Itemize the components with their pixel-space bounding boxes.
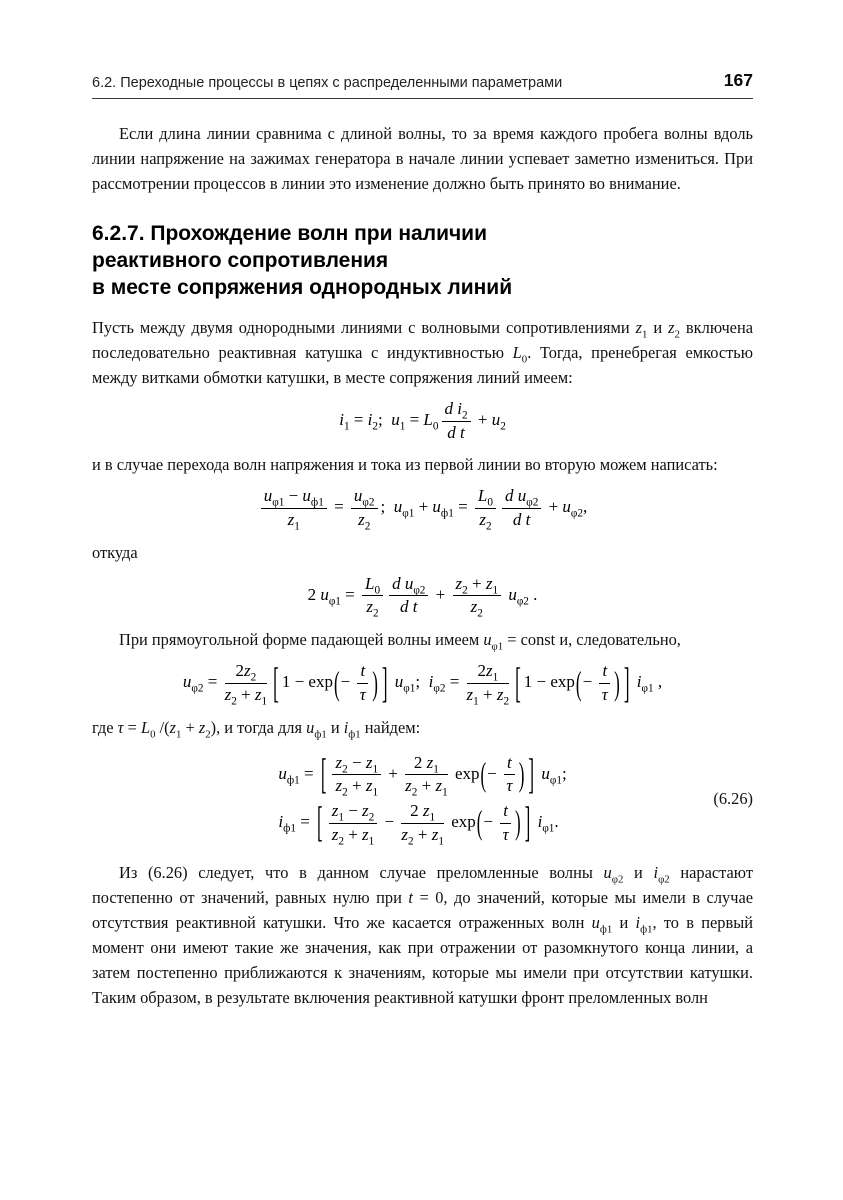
equation-refracted-waves: $u_{\varphi 2}$ = $\frac{2z_2}{z_2 + z_1}$ [ 1 − exp(− $\frac{t}{\tau}$ ) ] $u_{\varphi 1}$; $i_{\varphi 2}$ = $\frac{2z_1}{z_1 + z_2}$ [ 1 − exp(− $\frac{t}{\tau}$ ) ] $i_{\varphi 1}$ , (182, 659, 663, 708)
section-heading-line-2: реактивного сопротивления (92, 249, 389, 272)
rect-wave-paragraph: При прямоугольной форме падающей волны имеем $u_{\varphi 1}$ = const и, следовательно, (119, 630, 681, 653)
running-header-title: 6.2. Переходные процессы в цепях с распределенными параметрами (92, 75, 563, 91)
equation-626-block (92, 748, 753, 851)
equation-number-626: (6.26) (713, 788, 753, 808)
equation-626-line-1: $u_{ф1}$ = [ $\frac{z_2 - z_1}{z_2 + z_1}$ + $\frac{2 z_1}{z_2 + z_1}$ exp(− $\frac{t}{\tau}$ ) ] $u_{\varphi 1}$; (278, 750, 567, 799)
equation-combined: 2 $u_{\varphi 1}$ = $\frac{L_0}{z_2}$ $\frac{d u_{\varphi 2}}{\text{d t}}$ + $\frac{z_2 + z_1}{z_2}$ $u_{\varphi 2}$ . (307, 573, 538, 620)
page-number: 167 (723, 70, 753, 90)
whence-label: откуда (92, 542, 138, 562)
running-header (92, 70, 753, 99)
section-heading-line-3: в месте сопряжения однородных линий (92, 276, 513, 299)
transition-paragraph: и в случае перехода волн напряжения и тока из первой линии во вторую можем написать: (92, 455, 718, 475)
equation-junction-conditions: $i_1 = i_2$; $u_1 = L_0$ $\frac{d i_2}{\text{d t}}$ + $u_2$ (339, 399, 506, 442)
intro-paragraph: Если длина линии сравнима с длиной волны, то за время каждого пробега волны вдоль линии напряжение на зажимах генератора в начале линии успевает заметно измениться. При рассмотрении процессов в линии это изменение должно быть принято во внимание. (92, 124, 753, 193)
equation-wave-transition: $\frac{u_{\varphi 1} - u_{ф1}}{z_1}$ = $\frac{u_{\varphi 2}}{z_2}$ ; $u_{\varphi 1} + u_{ф1}$ = $\frac{L_0}{z_2}$ $\frac{d u_{\varphi 2}}{\text{d t}}$ + $u_{\varphi 2}$, (92, 487, 753, 529)
equation-626-stack (278, 748, 566, 851)
tau-definition-paragraph: где $\tau = L_0$ $/(z_1 + z_2)$, и тогда для $u_{ф1}$ и $i_{ф1}$ найдем: (92, 717, 421, 740)
final-paragraph: Из (6.26) следует, что в данном случае преломленные волны $u_{\varphi 2}$ и $i_{\varphi 2}$ нарастают постепенно от значений, равных нулю при t = 0, до значений, которые мы имели в случае отсутствия реактивной катушки. Что же касается отраженных волн $u_{ф1}$ и $i_{ф1}$, то в первый момент они имеют такие же значения, как при отражении от разомкнутого конца линии, а затем постепенно приближаются к значениям, которые мы имели при отсутствии катушки. Таким образом, в результате включения реактивной катушки фронт преломленных волн (92, 863, 754, 1008)
section-heading-line-1: 6.2.7. Прохождение волн при наличии (92, 222, 487, 245)
section-heading (92, 220, 753, 301)
setup-paragraph: Пусть между двумя однородными линиями с волновыми сопротивлениями $z_1$ и $z_2$ включена последовательно реактивная катушка с индуктивностью $L_0$. Тогда, пренебрегая емкостью между витками обмотки катушки, в месте сопряжения линий имеем: (92, 318, 754, 387)
equation-626-line-2: $i_{ф1}$ = [ $\frac{z_1 - z_2}{z_2 + z_1}$ − $\frac{2 z_1}{z_2 + z_1}$ exp(− $\frac{t}{\tau}$ ) ] $i_{\varphi 1}$. (278, 799, 559, 847)
